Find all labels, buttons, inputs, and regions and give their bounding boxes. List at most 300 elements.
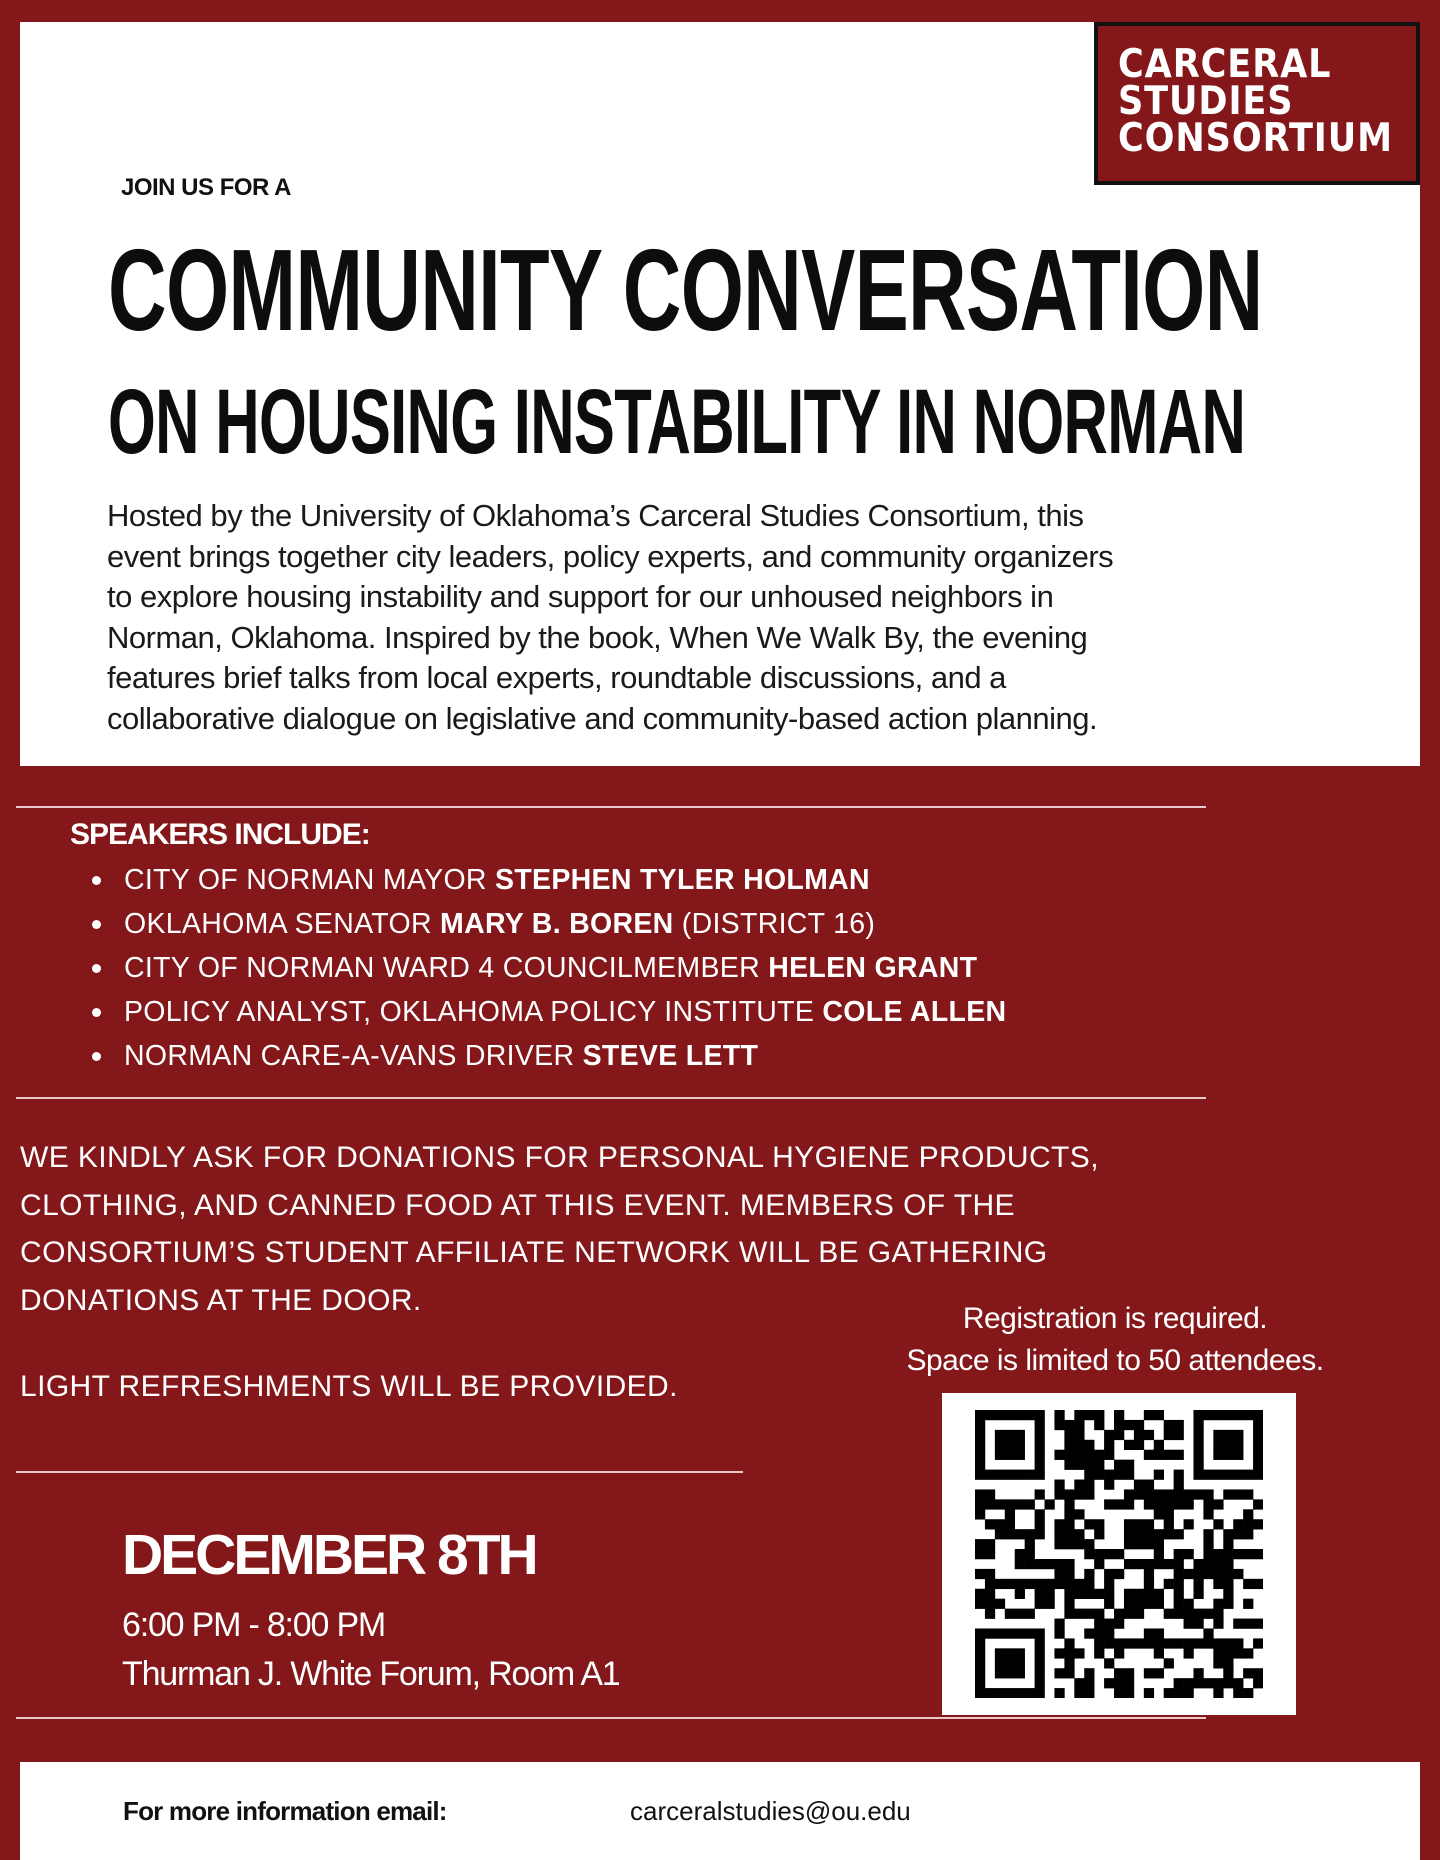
qr-module — [1144, 1638, 1154, 1648]
qr-module — [1015, 1559, 1025, 1569]
qr-module — [1243, 1470, 1253, 1480]
qr-module — [1233, 1638, 1243, 1648]
qr-module — [985, 1628, 995, 1638]
qr-module — [1164, 1579, 1174, 1589]
qr-module — [1064, 1509, 1074, 1519]
qr-module — [1223, 1638, 1233, 1648]
qr-module — [1114, 1410, 1124, 1420]
qr-module — [985, 1499, 995, 1509]
qr-module — [1223, 1569, 1233, 1579]
qr-module — [975, 1688, 985, 1698]
qr-module — [1094, 1420, 1104, 1430]
qr-module — [1213, 1549, 1223, 1559]
qr-module — [1015, 1579, 1025, 1589]
qr-module — [1134, 1430, 1144, 1440]
qr-module — [1114, 1619, 1124, 1629]
qr-module — [1203, 1638, 1213, 1648]
qr-module — [1154, 1559, 1164, 1569]
qr-module — [1094, 1410, 1104, 1420]
event-venue: Thurman J. White Forum, Room A1 — [122, 1655, 620, 1693]
qr-module — [1144, 1450, 1154, 1460]
qr-module — [1114, 1470, 1124, 1480]
qr-module — [1054, 1420, 1064, 1430]
divider — [16, 1471, 743, 1473]
qr-module — [1233, 1470, 1243, 1480]
qr-module — [1134, 1599, 1144, 1609]
qr-module — [1253, 1420, 1263, 1430]
description-line: Hosted by the University of Oklahoma’s Carceral Studies Consortium, this — [107, 498, 1084, 533]
qr-module — [1084, 1569, 1094, 1579]
qr-module — [1054, 1450, 1064, 1460]
qr-module — [1233, 1688, 1243, 1698]
qr-module — [1144, 1628, 1154, 1638]
qr-module — [1124, 1668, 1134, 1678]
qr-module — [1253, 1678, 1263, 1688]
qr-module — [1253, 1619, 1263, 1629]
logo-line: STUDIES — [1118, 79, 1294, 124]
qr-module — [1064, 1539, 1074, 1549]
qr-module — [1223, 1489, 1233, 1499]
qr-module — [1074, 1678, 1084, 1688]
qr-module — [1005, 1609, 1015, 1619]
qr-module — [1184, 1648, 1194, 1658]
qr-module — [1253, 1638, 1263, 1648]
description-line: Norman, Oklahoma. Inspired by the book, When We Walk By, the evening — [107, 619, 1088, 655]
divider — [16, 1717, 1206, 1719]
qr-module — [1243, 1410, 1253, 1420]
qr-module — [1054, 1579, 1064, 1589]
qr-module — [1144, 1430, 1154, 1440]
qr-module — [1104, 1499, 1114, 1509]
qr-module — [1084, 1628, 1094, 1638]
qr-module — [1094, 1619, 1104, 1629]
qr-module — [1223, 1539, 1233, 1549]
qr-module — [1174, 1480, 1184, 1490]
qr-module — [1213, 1569, 1223, 1579]
qr-module — [1164, 1519, 1174, 1529]
qr-module — [1193, 1450, 1203, 1460]
qr-module — [1074, 1420, 1084, 1430]
qr-module — [1253, 1579, 1263, 1589]
qr-module — [1243, 1509, 1253, 1519]
qr-module — [1193, 1420, 1203, 1430]
qr-module — [1035, 1440, 1045, 1450]
qr-module — [1154, 1589, 1164, 1599]
qr-module — [1223, 1658, 1233, 1668]
qr-module — [1243, 1619, 1253, 1629]
qr-module — [1084, 1460, 1094, 1470]
qr-module — [1035, 1489, 1045, 1499]
qr-module — [1054, 1529, 1064, 1539]
qr-module — [1094, 1470, 1104, 1480]
qr-module — [1114, 1668, 1124, 1678]
qr-module — [1154, 1648, 1164, 1658]
contact-email-link[interactable]: carceralstudies@ou.edu — [630, 1796, 911, 1826]
qr-module — [1054, 1559, 1064, 1569]
qr-module — [1223, 1549, 1233, 1559]
qr-module — [1084, 1480, 1094, 1490]
qr-module — [1124, 1638, 1134, 1648]
qr-module — [1064, 1668, 1074, 1678]
qr-module — [1134, 1489, 1144, 1499]
qr-module — [975, 1489, 985, 1499]
qr-module — [1164, 1430, 1174, 1440]
qr-module — [975, 1440, 985, 1450]
speaker-name: COLE ALLEN — [822, 996, 1007, 1028]
qr-module — [1094, 1519, 1104, 1529]
qr-module — [1213, 1658, 1223, 1668]
qr-module — [1223, 1648, 1233, 1658]
qr-module — [1253, 1499, 1263, 1509]
qr-module — [1015, 1450, 1025, 1460]
qr-module — [1025, 1609, 1035, 1619]
qr-module — [1005, 1470, 1015, 1480]
qr-module — [1015, 1589, 1025, 1599]
donation-request — [20, 1134, 1200, 1324]
qr-module — [985, 1688, 995, 1698]
qr-module — [1134, 1529, 1144, 1539]
qr-module — [1015, 1499, 1025, 1509]
qr-module — [1124, 1519, 1134, 1529]
qr-module — [1174, 1420, 1184, 1430]
qr-module — [1223, 1559, 1233, 1569]
qr-module — [985, 1589, 995, 1599]
qr-module — [1005, 1519, 1015, 1529]
qr-module — [1045, 1499, 1055, 1509]
qr-module — [1184, 1619, 1194, 1629]
qr-module — [1035, 1638, 1045, 1648]
qr-module — [1213, 1648, 1223, 1658]
qr-module — [1203, 1549, 1213, 1559]
qr-module — [1144, 1539, 1154, 1549]
registration-required: Registration is required. — [962, 1302, 1268, 1335]
qr-module — [1084, 1549, 1094, 1559]
qr-module — [1223, 1589, 1233, 1599]
qr-module — [1064, 1589, 1074, 1599]
description-line: collaborative dialogue on legislative and community-based action planning. — [107, 700, 1098, 736]
qr-module — [1193, 1668, 1203, 1678]
qr-module — [1035, 1509, 1045, 1519]
qr-module — [985, 1579, 995, 1589]
qr-module — [1174, 1559, 1184, 1569]
qr-module — [1174, 1450, 1184, 1460]
registration-note — [870, 1298, 1360, 1382]
qr-code[interactable] — [942, 1393, 1296, 1715]
qr-module — [1223, 1529, 1233, 1539]
qr-module — [1064, 1648, 1074, 1658]
qr-module — [1064, 1489, 1074, 1499]
qr-module — [1164, 1559, 1174, 1569]
qr-module — [1035, 1470, 1045, 1480]
qr-module — [1064, 1450, 1074, 1460]
qr-module — [1253, 1450, 1263, 1460]
qr-module — [1243, 1549, 1253, 1559]
speaker-item — [88, 946, 1006, 990]
qr-module — [1015, 1529, 1025, 1539]
qr-module — [1203, 1609, 1213, 1619]
qr-module — [1074, 1589, 1084, 1599]
qr-module — [1124, 1499, 1134, 1509]
qr-module — [1035, 1430, 1045, 1440]
qr-module — [995, 1450, 1005, 1460]
qr-module — [1233, 1549, 1243, 1559]
qr-module — [1015, 1609, 1025, 1619]
qr-module — [1193, 1470, 1203, 1480]
qr-module — [985, 1569, 995, 1579]
qr-module — [1124, 1678, 1134, 1688]
bullet-icon — [92, 964, 101, 973]
qr-module — [1084, 1678, 1094, 1688]
qr-module — [1184, 1678, 1194, 1688]
qr-module — [1223, 1678, 1233, 1688]
qr-module — [985, 1599, 995, 1609]
qr-module — [1124, 1589, 1134, 1599]
qr-module — [1054, 1648, 1064, 1658]
qr-module — [1144, 1559, 1154, 1569]
qr-module — [1144, 1489, 1154, 1499]
qr-module — [1203, 1470, 1213, 1480]
qr-module — [1124, 1688, 1134, 1698]
speaker-name: STEVE LETT — [582, 1040, 759, 1072]
qr-module — [1084, 1539, 1094, 1549]
qr-module — [1104, 1480, 1114, 1490]
contact-label: For more information email: — [123, 1796, 447, 1826]
qr-module — [1144, 1569, 1154, 1579]
qr-module — [1193, 1678, 1203, 1688]
qr-module — [1253, 1430, 1263, 1440]
qr-module — [1223, 1410, 1233, 1420]
qr-module — [1243, 1648, 1253, 1658]
qr-module — [1174, 1599, 1184, 1609]
speaker-item — [88, 902, 1006, 946]
qr-module — [1243, 1489, 1253, 1499]
qr-module — [1084, 1688, 1094, 1698]
qr-module — [1193, 1619, 1203, 1629]
qr-module — [995, 1599, 1005, 1609]
qr-module — [1164, 1638, 1174, 1648]
qr-module — [1174, 1470, 1184, 1480]
page-title: COMMUNITY CONVERSATION — [108, 225, 1263, 355]
qr-module — [1094, 1559, 1104, 1569]
qr-module — [1074, 1609, 1084, 1619]
qr-module — [975, 1470, 985, 1480]
qr-module — [1104, 1440, 1114, 1450]
qr-module — [1064, 1579, 1074, 1589]
qr-module — [1174, 1688, 1184, 1698]
speaker-role: CITY OF NORMAN MAYOR — [124, 864, 496, 896]
qr-module — [1154, 1529, 1164, 1539]
qr-module — [1203, 1628, 1213, 1638]
qr-module — [1213, 1450, 1223, 1460]
qr-module — [995, 1430, 1005, 1440]
qr-module — [1124, 1609, 1134, 1619]
divider — [16, 1097, 1206, 1099]
qr-module — [995, 1529, 1005, 1539]
qr-module — [1253, 1549, 1263, 1559]
qr-module — [1084, 1489, 1094, 1499]
qr-module — [1144, 1668, 1154, 1678]
speaker-item — [88, 1034, 1006, 1078]
qr-module — [1144, 1589, 1154, 1599]
qr-module — [1184, 1549, 1194, 1559]
qr-module — [1054, 1489, 1064, 1499]
qr-module — [1154, 1599, 1164, 1609]
qr-module — [1203, 1509, 1213, 1519]
qr-module — [1084, 1410, 1094, 1420]
qr-module — [1233, 1678, 1243, 1688]
qr-module — [1203, 1529, 1213, 1539]
qr-module — [1005, 1579, 1015, 1589]
qr-module — [985, 1609, 995, 1619]
qr-module — [1213, 1470, 1223, 1480]
qr-module — [985, 1470, 995, 1480]
description-line: to explore housing instability and support for our unhoused neighbors in — [107, 579, 1054, 614]
qr-module — [1114, 1609, 1124, 1619]
qr-module — [1243, 1519, 1253, 1529]
qr-module — [975, 1628, 985, 1638]
qr-module — [1134, 1609, 1144, 1619]
qr-module — [1035, 1450, 1045, 1460]
qr-module — [985, 1549, 995, 1559]
qr-module — [1015, 1470, 1025, 1480]
qr-module — [1114, 1430, 1124, 1440]
qr-module — [1054, 1569, 1064, 1579]
qr-module — [975, 1549, 985, 1559]
qr-module — [1154, 1470, 1164, 1480]
qr-module — [1164, 1509, 1174, 1519]
qr-module — [1015, 1668, 1025, 1678]
qr-module — [1005, 1450, 1015, 1460]
qr-module — [1074, 1509, 1084, 1519]
qr-module — [975, 1648, 985, 1658]
qr-module — [1084, 1609, 1094, 1619]
qr-module — [1154, 1549, 1164, 1559]
qr-module — [975, 1430, 985, 1440]
speaker-name: STEPHEN TYLER HOLMAN — [495, 864, 870, 896]
qr-module — [1154, 1410, 1164, 1420]
qr-module — [1193, 1559, 1203, 1569]
qr-module — [995, 1440, 1005, 1450]
qr-module — [1193, 1489, 1203, 1499]
qr-module — [975, 1509, 985, 1519]
speaker-list — [88, 858, 1006, 1078]
qr-module — [1025, 1499, 1035, 1509]
qr-module — [1193, 1638, 1203, 1648]
qr-module — [1025, 1628, 1035, 1638]
qr-module — [1025, 1559, 1035, 1569]
qr-module — [1134, 1480, 1144, 1490]
qr-module — [975, 1638, 985, 1648]
qr-module — [1213, 1559, 1223, 1569]
qr-module — [1184, 1638, 1194, 1648]
qr-module — [1164, 1420, 1174, 1430]
qr-module — [1164, 1529, 1174, 1539]
qr-module — [1193, 1589, 1203, 1599]
qr-module — [1253, 1410, 1263, 1420]
qr-module — [1184, 1688, 1194, 1698]
qr-module — [1074, 1489, 1084, 1499]
qr-module — [1233, 1648, 1243, 1658]
qr-module — [1243, 1579, 1253, 1589]
qr-module — [1054, 1619, 1064, 1629]
qr-module — [1064, 1420, 1074, 1430]
qr-module — [1233, 1410, 1243, 1420]
qr-module — [1233, 1430, 1243, 1440]
qr-module — [1025, 1539, 1035, 1549]
qr-module — [1193, 1569, 1203, 1579]
qr-module — [1184, 1609, 1194, 1619]
qr-module — [1164, 1489, 1174, 1499]
qr-module — [995, 1648, 1005, 1658]
qr-module — [1005, 1440, 1015, 1450]
qr-module — [975, 1450, 985, 1460]
qr-module — [1074, 1539, 1084, 1549]
qr-module — [1094, 1609, 1104, 1619]
qr-module — [1134, 1559, 1144, 1569]
qr-module — [1094, 1529, 1104, 1539]
qr-module — [1074, 1430, 1084, 1440]
qr-module — [1074, 1440, 1084, 1450]
qr-module — [1104, 1589, 1114, 1599]
qr-module — [1164, 1450, 1174, 1460]
qr-module — [1035, 1579, 1045, 1589]
qr-module — [1074, 1480, 1084, 1490]
qr-module — [995, 1579, 1005, 1589]
qr-module — [1154, 1499, 1164, 1509]
qr-module — [1054, 1688, 1064, 1698]
qr-module — [1174, 1569, 1184, 1579]
consortium-logo — [1094, 22, 1420, 185]
qr-module — [1074, 1688, 1084, 1698]
qr-module — [1104, 1549, 1114, 1559]
registration-capacity: Space is limited to 50 attendees. — [906, 1344, 1324, 1377]
qr-module — [1193, 1609, 1203, 1619]
qr-module — [1154, 1489, 1164, 1499]
qr-module — [1114, 1420, 1124, 1430]
qr-module — [1213, 1440, 1223, 1450]
qr-module — [1253, 1470, 1263, 1480]
qr-module — [1104, 1450, 1114, 1460]
qr-module — [1035, 1529, 1045, 1539]
qr-module — [1104, 1658, 1114, 1668]
qr-module — [985, 1519, 995, 1529]
qr-module — [975, 1499, 985, 1509]
qr-module — [975, 1410, 985, 1420]
qr-module — [1054, 1539, 1064, 1549]
qr-module — [1005, 1499, 1015, 1509]
qr-code-icon[interactable] — [975, 1410, 1263, 1698]
qr-module — [1203, 1559, 1213, 1569]
qr-module — [1124, 1440, 1134, 1450]
qr-module — [1223, 1599, 1233, 1609]
qr-module — [1054, 1519, 1064, 1529]
qr-module — [1134, 1519, 1144, 1529]
qr-module — [1184, 1599, 1194, 1609]
qr-module — [1174, 1430, 1184, 1440]
qr-module — [1124, 1559, 1134, 1569]
qr-module — [1233, 1619, 1243, 1629]
qr-module — [1203, 1499, 1213, 1509]
qr-module — [1174, 1489, 1184, 1499]
qr-module — [1144, 1499, 1154, 1509]
logo-line: CARCERAL — [1118, 42, 1332, 87]
qr-module — [1114, 1648, 1124, 1658]
qr-module — [1124, 1489, 1134, 1499]
qr-module — [995, 1519, 1005, 1529]
qr-module — [1054, 1480, 1064, 1490]
qr-module — [1213, 1638, 1223, 1648]
qr-module — [1184, 1519, 1194, 1529]
